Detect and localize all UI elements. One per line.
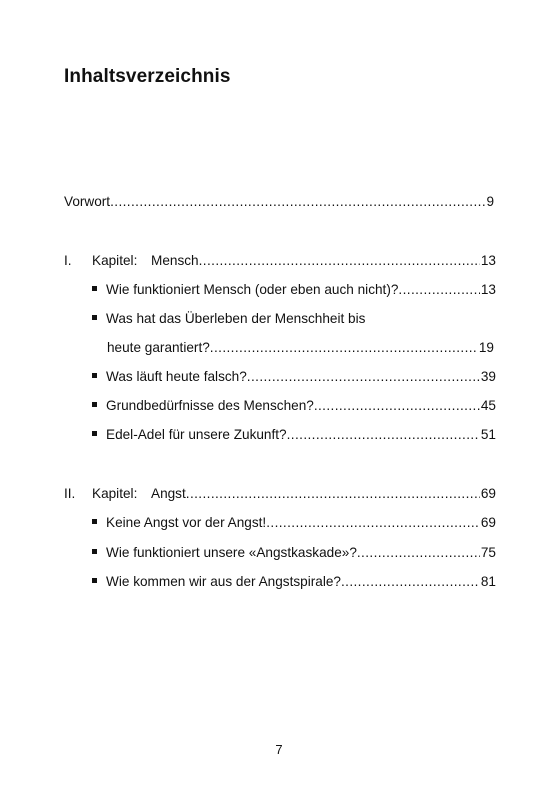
toc-page-number: 13: [480, 282, 496, 297]
dot-leader: [287, 425, 480, 445]
bullet-icon: [92, 549, 97, 554]
toc-page-number: 39: [480, 369, 496, 384]
toc-entry-label: Was hat das Überleben der Menschheit bis: [106, 311, 366, 326]
bullet-icon: [92, 402, 97, 407]
toc-subentry-continuation: [107, 338, 494, 358]
page-number: 7: [275, 742, 283, 757]
dot-leader: [186, 484, 480, 504]
bullet-icon: [92, 373, 97, 378]
chapter-kapitel-label: Kapitel:: [92, 486, 138, 501]
bullet-icon: [92, 431, 97, 436]
toc-subentry: [92, 543, 496, 563]
chapter-title: Mensch: [151, 253, 199, 268]
toc-subentry: [92, 425, 496, 445]
toc-subentry: [92, 572, 496, 592]
dot-leader: [314, 396, 480, 416]
dot-leader: [199, 251, 480, 271]
toc-page-number: 69: [480, 515, 496, 530]
toc-entry-label: Keine Angst vor der Angst!: [106, 515, 267, 530]
toc-entry-label: Edel-Adel für unsere Zukunft?: [106, 427, 287, 442]
toc-entry-label: Vorwort: [64, 194, 111, 209]
toc-subentry: [92, 367, 496, 387]
toc-subentry: [92, 309, 496, 329]
toc-page-number: 9: [486, 194, 494, 209]
dot-leader: [266, 513, 480, 533]
bullet-icon: [92, 519, 97, 524]
toc-page-number: 69: [480, 486, 496, 501]
chapter-title: Angst: [151, 486, 186, 501]
dot-leader: [210, 338, 478, 358]
bullet-icon: [92, 315, 97, 320]
toc-page-number: 51: [480, 427, 496, 442]
toc-entry-vorwort: [64, 192, 494, 212]
dot-leader: [398, 280, 479, 300]
toc-entry-label: Grundbedürfnisse des Menschen?: [106, 398, 314, 413]
toc-chapter-1: [64, 251, 496, 271]
dot-leader: [110, 192, 485, 212]
chapter-kapitel-label: Kapitel:: [92, 253, 138, 268]
toc-entry-label: Wie funktioniert Mensch (oder eben auch nicht)?: [106, 282, 399, 297]
toc-entry-label: Was läuft heute falsch?: [106, 369, 247, 384]
chapter-roman-numeral: II.: [64, 486, 76, 501]
toc-entry-label: heute garantiert?: [107, 340, 210, 355]
toc-page-number: 45: [480, 398, 496, 413]
bullet-icon: [92, 578, 97, 583]
bullet-icon: [92, 286, 97, 291]
toc-page-number: 75: [480, 545, 496, 560]
toc-chapter-2: [64, 484, 496, 504]
toc-page-number: 81: [480, 574, 496, 589]
toc-page-number: 19: [478, 340, 494, 355]
toc-subentry: [92, 513, 496, 533]
dot-leader: [247, 367, 480, 387]
page-title: Inhaltsverzeichnis: [64, 66, 231, 87]
toc-entry-label: Wie funktioniert unsere «Angstkaskade»?: [106, 545, 357, 560]
toc-subentry: [92, 396, 496, 416]
chapter-roman-numeral: I.: [64, 253, 72, 268]
dot-leader: [357, 543, 480, 563]
toc-page-number: 13: [480, 253, 496, 268]
toc-entry-label: Wie kommen wir aus der Angstspirale?: [106, 574, 341, 589]
dot-leader: [341, 572, 480, 592]
toc-subentry: [92, 280, 496, 300]
